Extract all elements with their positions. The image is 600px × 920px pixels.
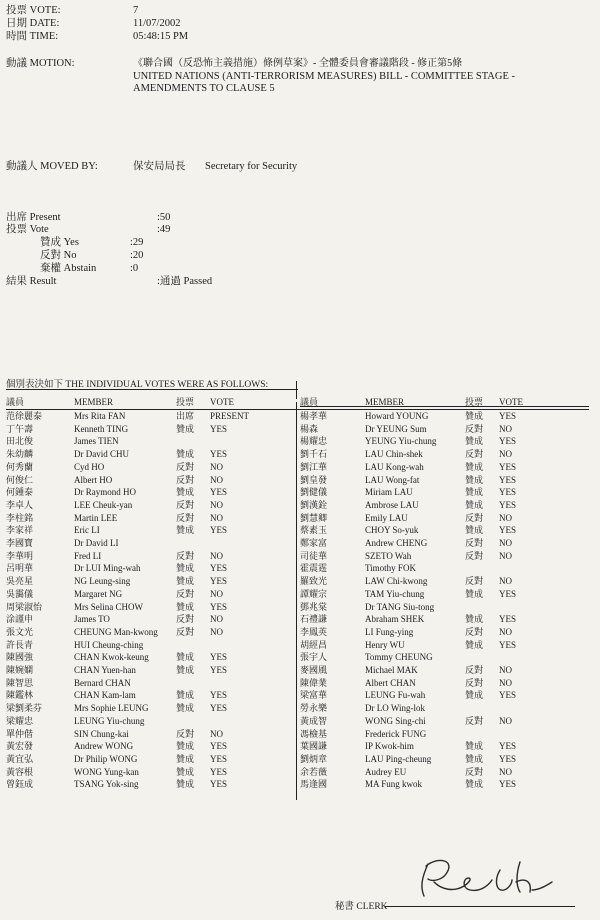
vote-en: YES xyxy=(210,576,228,587)
member-name-en: TSANG Yok-sing xyxy=(74,779,139,790)
vote-zh: 贊成 xyxy=(465,474,484,485)
member-name-en: Ambrose LAU xyxy=(365,499,419,510)
vote-en: NO xyxy=(499,538,512,548)
date-value: 11/07/2002 xyxy=(133,18,181,29)
vote-zh: 反對 xyxy=(176,588,195,599)
vote-zh: 贊成 xyxy=(465,411,484,421)
member-name-en: Dr YEUNG Sum xyxy=(365,423,427,434)
vote-en: NO xyxy=(499,766,512,777)
member-name-en: James TO xyxy=(74,614,110,625)
member-row xyxy=(0,537,600,550)
motion-title-zh: 《聯合國（反恐怖主義措施）條例草案》- 全體委員會審議階段 - 修正第5條 xyxy=(133,58,463,69)
member-name-en: Andrew CHENG xyxy=(365,538,428,548)
vote-en: YES xyxy=(210,753,228,764)
member-name-en: Dr David CHU xyxy=(74,449,129,460)
member-name-zh: 勞永樂 xyxy=(300,703,328,714)
vote-number-label: 投票 VOTE: xyxy=(6,5,61,16)
member-name-zh: 李卓人 xyxy=(6,499,34,510)
member-name-zh: 司徒華 xyxy=(300,550,328,561)
member-name-zh: 胡經昌 xyxy=(300,639,328,650)
member-name-en: LI Fung-ying xyxy=(365,626,414,637)
member-row xyxy=(0,474,600,487)
member-name-zh: 丁午壽 xyxy=(6,423,34,434)
vote-zh: 反對 xyxy=(465,677,484,688)
member-name-en: HUI Cheung-ching xyxy=(74,639,144,650)
member-name-zh: 霍震霆 xyxy=(300,563,328,574)
vote-en: NO xyxy=(499,626,512,637)
vote-en: YES xyxy=(499,525,517,536)
member-name-zh: 麥國風 xyxy=(300,665,328,675)
vote-zh: 贊成 xyxy=(465,614,484,625)
vote-en: YES xyxy=(210,563,228,574)
vote-zh: 贊成 xyxy=(176,753,195,764)
member-row xyxy=(0,435,600,448)
vote-zh: 贊成 xyxy=(176,576,195,587)
vote-en: YES xyxy=(499,741,517,752)
member-name-en: Dr David LI xyxy=(74,538,119,548)
vote-en: NO xyxy=(499,677,512,688)
vote-zh: 贊成 xyxy=(176,525,195,536)
member-name-zh: 李鳳英 xyxy=(300,626,328,637)
vote-zh: 贊成 xyxy=(176,487,195,498)
member-name-en: MA Fung kwok xyxy=(365,779,423,790)
vote-en: NO xyxy=(210,588,223,599)
vote-en: NO xyxy=(210,512,223,523)
vote-en: YES xyxy=(499,474,517,485)
member-name-en: Michael MAK xyxy=(365,665,418,675)
member-name-en: LAW Chi-kwong xyxy=(365,576,428,587)
vote-zh: 反對 xyxy=(465,550,484,561)
member-name-zh: 朱幼麟 xyxy=(6,449,34,460)
vote-en: YES xyxy=(210,601,228,612)
member-name-zh: 馮檢基 xyxy=(300,728,328,739)
vote-zh: 贊成 xyxy=(465,525,484,536)
member-name-en: Dr LO Wing-lok xyxy=(365,703,425,714)
member-name-en: Mrs Rita FAN xyxy=(74,411,126,421)
vote-en: YES xyxy=(210,703,228,714)
vote-zh: 贊成 xyxy=(176,766,195,777)
no-label: 反對 No xyxy=(40,250,77,261)
member-name-zh: 李家祥 xyxy=(6,525,34,536)
vote-zh: 反對 xyxy=(176,550,195,561)
vote-zh: 贊成 xyxy=(465,690,484,701)
member-row xyxy=(0,550,600,563)
member-name-zh: 單仲偕 xyxy=(6,728,34,739)
member-row xyxy=(0,702,600,715)
member-name-zh: 黃成智 xyxy=(300,715,328,726)
member-name-en: Kenneth TING xyxy=(74,423,129,434)
member-row xyxy=(0,766,600,779)
member-name-en: Timothy FOK xyxy=(365,563,416,574)
member-name-zh: 譚耀宗 xyxy=(300,588,328,599)
member-name-en: Dr Raymond HO xyxy=(74,487,136,498)
member-name-zh: 葉國謙 xyxy=(300,741,328,752)
vote-en: NO xyxy=(210,550,223,561)
clerk-label: 秘書 CLERK xyxy=(335,902,388,912)
vote-zh: 贊成 xyxy=(176,652,195,663)
member-name-zh: 梁富華 xyxy=(300,690,328,701)
right-col-vote-zh: 投票 xyxy=(465,397,484,407)
vote-en: NO xyxy=(210,461,223,472)
yes-value: :29 xyxy=(130,237,144,248)
vote-number-value: 7 xyxy=(133,5,139,16)
vote-zh: 反對 xyxy=(176,512,195,523)
right-col-member-en: MEMBER xyxy=(365,397,405,407)
mover-name-zh: 保安局局長 xyxy=(133,161,186,172)
member-name-zh: 劉漢銓 xyxy=(300,499,328,510)
vote-zh: 反對 xyxy=(176,626,195,637)
member-name-zh: 張文光 xyxy=(6,626,34,637)
member-name-zh: 吳亮星 xyxy=(6,576,34,587)
vote-zh: 反對 xyxy=(465,665,484,675)
member-name-zh: 范徐麗泰 xyxy=(6,411,43,421)
vote-zh: 贊成 xyxy=(176,563,195,574)
left-col-vote-zh: 投票 xyxy=(176,397,195,407)
member-name-zh: 許長青 xyxy=(6,639,34,650)
vote-total-value: :49 xyxy=(157,224,171,235)
table-top-rule-right xyxy=(300,406,589,407)
member-name-en: LAU Kong-wah xyxy=(365,461,424,472)
vote-en: NO xyxy=(499,550,512,561)
vote-en: NO xyxy=(499,423,512,434)
member-name-en: Margaret NG xyxy=(74,588,123,599)
mover-label: 動議人 MOVED BY: xyxy=(6,161,98,172)
vote-en: YES xyxy=(499,436,517,447)
member-row xyxy=(0,512,600,525)
member-name-en: TAM Yiu-chung xyxy=(365,588,425,599)
right-col-member-zh: 議員 xyxy=(300,397,319,407)
vote-en: YES xyxy=(210,690,228,701)
member-name-en: LAU Ping-cheung xyxy=(365,753,432,764)
mover-name-en: Secretary for Security xyxy=(205,161,298,172)
member-name-en: Mrs Sophie LEUNG xyxy=(74,703,149,714)
left-col-vote-en: VOTE xyxy=(210,397,234,407)
vote-en: YES xyxy=(499,487,517,498)
present-label: 出席 Present xyxy=(6,212,61,223)
member-name-zh: 陳國強 xyxy=(6,652,34,663)
vote-zh: 反對 xyxy=(465,512,484,523)
member-name-en: LEUNG Fu-wah xyxy=(365,690,426,701)
member-name-en: LEUNG Yiu-chung xyxy=(74,715,145,726)
member-name-zh: 黃容根 xyxy=(6,766,34,777)
right-col-vote-en: VOTE xyxy=(499,397,523,407)
member-row xyxy=(0,461,600,474)
member-row xyxy=(0,639,600,652)
vote-zh: 反對 xyxy=(465,766,484,777)
member-name-en: CHAN Yuen-han xyxy=(74,665,136,675)
member-name-zh: 李華明 xyxy=(6,550,34,561)
member-name-zh: 馬逢國 xyxy=(300,779,328,790)
member-name-zh: 蔡素玉 xyxy=(300,525,328,536)
vote-en: NO xyxy=(210,614,223,625)
vote-en: YES xyxy=(499,499,517,510)
left-col-member-zh: 議員 xyxy=(6,397,25,407)
vote-zh: 贊成 xyxy=(465,753,484,764)
member-row xyxy=(0,601,600,614)
member-name-zh: 周梁淑怡 xyxy=(6,601,43,612)
member-name-zh: 涂謹申 xyxy=(6,614,34,625)
vote-zh: 出席 xyxy=(176,411,195,421)
member-name-zh: 陳婉嫻 xyxy=(6,665,34,675)
member-name-en: Martin LEE xyxy=(74,512,118,523)
date-label: 日期 DATE: xyxy=(6,18,60,29)
member-name-zh: 田北俊 xyxy=(6,436,34,447)
member-name-en: Dr TANG Siu-tong xyxy=(365,601,435,612)
vote-en: YES xyxy=(210,652,228,663)
member-name-en: LEE Cheuk-yan xyxy=(74,499,133,510)
vote-en: NO xyxy=(499,449,512,460)
member-name-zh: 何鍾泰 xyxy=(6,487,34,498)
member-name-zh: 吳靄儀 xyxy=(6,588,34,599)
member-name-en: Eric LI xyxy=(74,525,100,536)
vote-en: NO xyxy=(499,665,512,675)
member-name-en: Andrew WONG xyxy=(74,741,134,752)
member-name-en: Abraham SHEK xyxy=(365,614,425,625)
vote-zh: 反對 xyxy=(176,474,195,485)
member-name-zh: 劉慧卿 xyxy=(300,512,328,523)
vote-zh: 反對 xyxy=(465,423,484,434)
vote-en: YES xyxy=(499,461,517,472)
member-name-en: Emily LAU xyxy=(365,512,408,523)
member-name-zh: 陳鑑林 xyxy=(6,690,34,701)
member-name-en: Cyd HO xyxy=(74,461,105,472)
member-row xyxy=(0,486,600,499)
vote-en: YES xyxy=(499,411,517,421)
member-name-en: YEUNG Yiu-chung xyxy=(365,436,437,447)
vote-zh: 贊成 xyxy=(465,461,484,472)
no-value: :20 xyxy=(130,250,144,261)
member-row xyxy=(0,778,600,791)
vote-en: YES xyxy=(210,423,228,434)
vote-en: YES xyxy=(210,449,228,460)
member-name-en: Fred LI xyxy=(74,550,102,561)
member-name-en: Mrs Selina CHOW xyxy=(74,601,143,612)
vote-en: NO xyxy=(210,499,223,510)
member-row xyxy=(0,664,600,677)
member-name-en: SIN Chung-kai xyxy=(74,728,129,739)
individual-votes-title: 個別表決如下 THE INDIVIDUAL VOTES WERE AS FOLLOWS: xyxy=(6,380,269,390)
member-row xyxy=(0,410,600,423)
vote-en: YES xyxy=(499,779,517,790)
member-row xyxy=(0,715,600,728)
abstain-label: 棄權 Abstain xyxy=(40,263,97,274)
yes-label: 贊成 Yes xyxy=(40,237,79,248)
member-name-zh: 楊耀忠 xyxy=(300,436,328,447)
vote-en: YES xyxy=(499,753,517,764)
member-row xyxy=(0,677,600,690)
member-name-zh: 鄧兆棠 xyxy=(300,601,328,612)
member-name-zh: 羅致光 xyxy=(300,576,328,587)
vote-zh: 贊成 xyxy=(176,779,195,790)
vote-zh: 贊成 xyxy=(465,779,484,790)
vote-en: YES xyxy=(210,766,228,777)
member-name-en: LAU Wong-fat xyxy=(365,474,420,485)
member-name-en: CHAN Kam-lam xyxy=(74,690,136,701)
member-row xyxy=(0,524,600,537)
member-name-zh: 梁耀忠 xyxy=(6,715,34,726)
vote-en: YES xyxy=(210,525,228,536)
vote-zh: 贊成 xyxy=(465,487,484,498)
member-row xyxy=(0,651,600,664)
member-name-zh: 劉炳章 xyxy=(300,753,328,764)
vote-zh: 贊成 xyxy=(176,449,195,460)
member-row xyxy=(0,588,600,601)
member-row xyxy=(0,689,600,702)
vote-zh: 贊成 xyxy=(176,665,195,675)
member-row xyxy=(0,753,600,766)
vote-zh: 反對 xyxy=(465,576,484,587)
result-label: 結果 Result xyxy=(6,276,57,287)
clerk-signature xyxy=(408,852,558,902)
table-top-rule-left xyxy=(6,389,298,390)
member-name-en: Albert HO xyxy=(74,474,113,485)
member-name-en: Howard YOUNG xyxy=(365,411,429,421)
abstain-value: :0 xyxy=(130,263,139,274)
member-name-zh: 陳偉業 xyxy=(300,677,328,688)
member-row xyxy=(0,740,600,753)
vote-zh: 反對 xyxy=(465,538,484,548)
vote-en: YES xyxy=(499,588,517,599)
motion-title-en-line2: AMENDMENTS TO CLAUSE 5 xyxy=(133,83,275,94)
vote-zh: 贊成 xyxy=(176,741,195,752)
member-name-en: WONG Sing-chi xyxy=(365,715,426,726)
member-name-en: Dr Philip WONG xyxy=(74,753,138,764)
member-name-en: LAU Chin-shek xyxy=(365,449,423,460)
member-name-zh: 何秀蘭 xyxy=(6,461,34,472)
clerk-signature-line xyxy=(385,906,575,907)
vote-en: YES xyxy=(210,779,228,790)
vote-en: PRESENT xyxy=(210,411,250,421)
member-name-en: Henry WU xyxy=(365,639,405,650)
vote-zh: 贊成 xyxy=(176,703,195,714)
member-name-zh: 楊孝華 xyxy=(300,411,328,421)
member-name-zh: 李國寶 xyxy=(6,538,34,548)
table-divider-tick xyxy=(296,381,297,399)
vote-zh: 反對 xyxy=(465,449,484,460)
member-name-en: Bernard CHAN xyxy=(74,677,131,688)
vote-en: YES xyxy=(499,614,517,625)
member-name-zh: 劉健儀 xyxy=(300,487,328,498)
member-name-en: CHEUNG Man-kwong xyxy=(74,626,158,637)
member-name-zh: 劉江華 xyxy=(300,461,328,472)
vote-zh: 反對 xyxy=(465,626,484,637)
time-label: 時間 TIME: xyxy=(6,31,59,42)
vote-en: YES xyxy=(499,690,517,701)
left-col-member-en: MEMBER xyxy=(74,397,114,407)
present-value: :50 xyxy=(157,212,171,223)
member-name-zh: 梁劉柔芬 xyxy=(6,703,43,714)
member-row xyxy=(0,448,600,461)
member-name-zh: 劉皇發 xyxy=(300,474,328,485)
member-row xyxy=(0,562,600,575)
member-name-en: Albert CHAN xyxy=(365,677,416,688)
member-name-zh: 張宇人 xyxy=(300,652,328,663)
vote-en: NO xyxy=(499,715,512,726)
vote-zh: 贊成 xyxy=(176,423,195,434)
member-name-en: James TIEN xyxy=(74,436,119,447)
vote-zh: 贊成 xyxy=(465,436,484,447)
member-name-en: Audrey EU xyxy=(365,766,407,777)
member-name-zh: 余若薇 xyxy=(300,766,328,777)
member-row xyxy=(0,423,600,436)
member-name-en: Frederick FUNG xyxy=(365,728,427,739)
member-name-zh: 李柱銘 xyxy=(6,512,34,523)
member-name-zh: 呂明華 xyxy=(6,563,34,574)
member-name-zh: 陳智思 xyxy=(6,677,34,688)
vote-en: NO xyxy=(499,576,512,587)
vote-en: NO xyxy=(210,626,223,637)
result-value: :通過 Passed xyxy=(157,276,213,287)
member-row xyxy=(0,613,600,626)
vote-zh: 反對 xyxy=(176,499,195,510)
member-name-en: WONG Yung-kan xyxy=(74,766,139,777)
member-name-zh: 何俊仁 xyxy=(6,474,34,485)
member-row xyxy=(0,728,600,741)
vote-zh: 贊成 xyxy=(465,499,484,510)
member-name-en: Tommy CHEUNG xyxy=(365,652,433,663)
member-name-zh: 黃宏發 xyxy=(6,741,34,752)
vote-en: YES xyxy=(499,639,517,650)
vote-zh: 贊成 xyxy=(176,601,195,612)
member-name-en: CHAN Kwok-keung xyxy=(74,652,149,663)
vote-zh: 贊成 xyxy=(465,639,484,650)
vote-en: NO xyxy=(210,728,223,739)
member-name-en: CHOY So-yuk xyxy=(365,525,419,536)
member-name-zh: 黃宜弘 xyxy=(6,753,34,764)
member-name-en: IP Kwok-him xyxy=(365,741,414,752)
vote-en: YES xyxy=(210,741,228,752)
vote-zh: 反對 xyxy=(176,614,195,625)
member-row xyxy=(0,575,600,588)
member-row xyxy=(0,626,600,639)
vote-en: YES xyxy=(210,665,228,675)
member-name-zh: 楊森 xyxy=(300,423,319,434)
member-name-zh: 石禮謙 xyxy=(300,614,328,625)
time-value: 05:48:15 PM xyxy=(133,31,189,42)
motion-label: 動議 MOTION: xyxy=(6,58,75,69)
vote-zh: 反對 xyxy=(176,728,195,739)
member-name-zh: 鄭家富 xyxy=(300,538,328,548)
member-row xyxy=(0,499,600,512)
member-name-en: Dr LUI Ming-wah xyxy=(74,563,141,574)
vote-zh: 反對 xyxy=(176,461,195,472)
member-name-zh: 劉千石 xyxy=(300,449,328,460)
motion-title-en-line1: UNITED NATIONS (ANTI-TERRORISM MEASURES) BILL - COMMITTEE STAGE - xyxy=(133,70,515,82)
vote-zh: 贊成 xyxy=(465,588,484,599)
vote-en: YES xyxy=(210,487,228,498)
vote-en: NO xyxy=(210,474,223,485)
vote-total-label: 投票 Vote xyxy=(6,224,49,235)
member-name-en: NG Leung-sing xyxy=(74,576,131,587)
vote-zh: 贊成 xyxy=(465,741,484,752)
vote-zh: 贊成 xyxy=(176,690,195,701)
member-name-zh: 曾鈺成 xyxy=(6,779,34,790)
vote-zh: 反對 xyxy=(465,715,484,726)
vote-en: NO xyxy=(499,512,512,523)
member-name-en: SZETO Wah xyxy=(365,550,412,561)
member-name-en: Miriam LAU xyxy=(365,487,413,498)
